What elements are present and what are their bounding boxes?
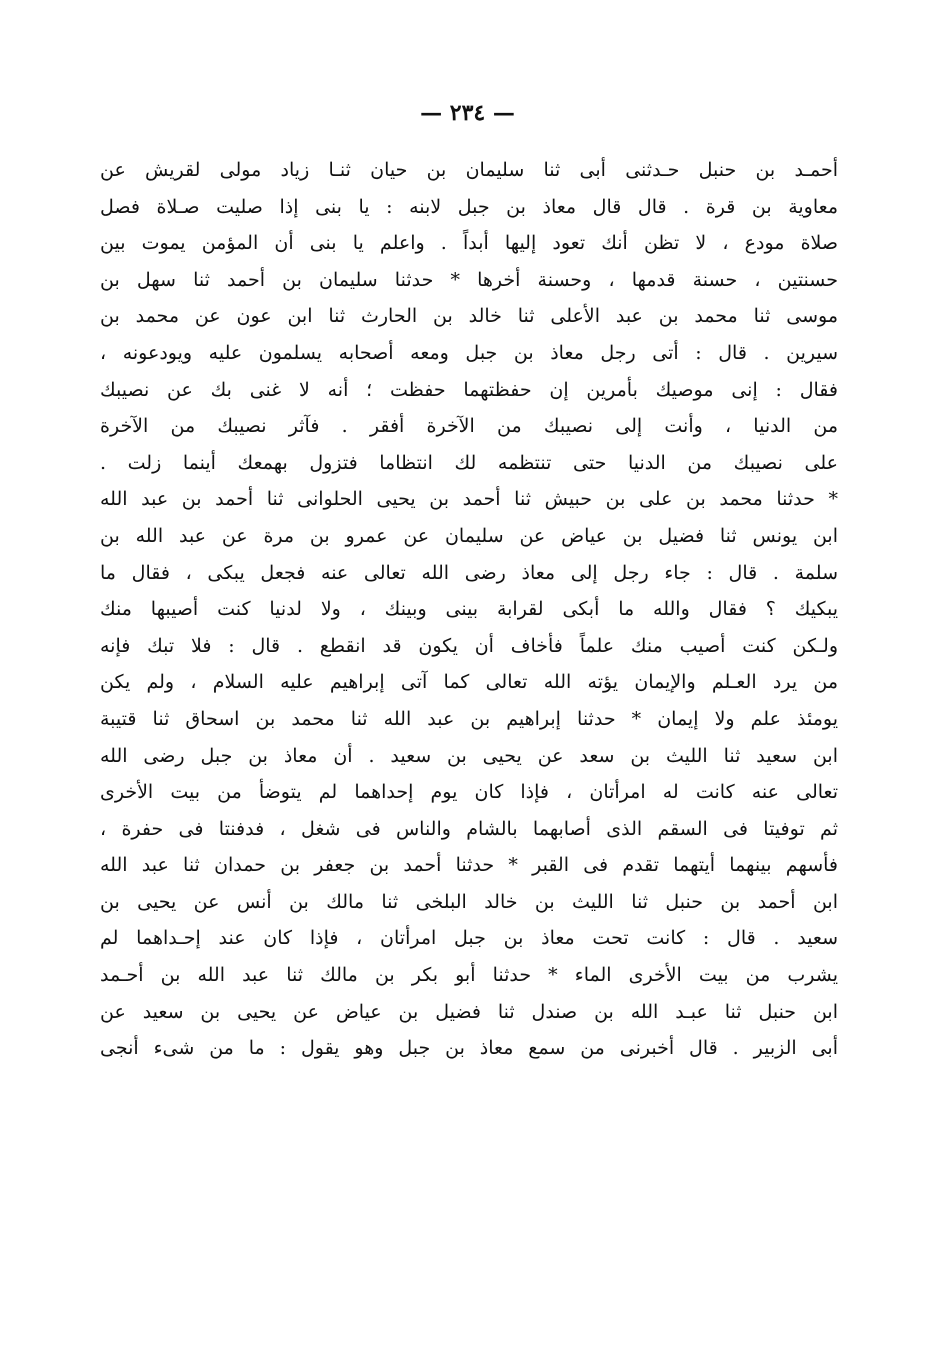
text-line: سعيد . قال : كانت تحت معاذ بن جبل امرأتان ، فإذا كان عند إحـداهما لم [100, 927, 838, 950]
text-line: ابن حنبل ثنا عبـد الله بن صندل ثنا فضيل بن عياض عن يحيى بن سعيد عن [100, 1000, 838, 1023]
text-line: فأسهم بينهما أيتهما تقدم فى القبر * حدثنا أحمد بن جعفر بن حمدان ثنا عبد الله [100, 854, 838, 877]
text-line: موسى ثنا محمد بن عبد الأعلى ثنا خالد بن الحارث ثنا ابن عون عن محمد بن [100, 305, 838, 328]
text-line: سلمة . قال : جاء رجل إلى معاذ رضى الله تعالى عنه فجعل يبكى ، فقال ما [100, 561, 838, 584]
text-line: أحمـد بن حنبل حـدثنى أبى ثنا سليمان بن حيان ثنـا زياد مولى لقريش عن [100, 159, 838, 181]
text-line: يشرب من بيت الأخرى الماء * حدثنا أبو بكر بن مالك ثنا عبد الله بن أحـمد [100, 964, 838, 987]
page-number: — ٢٣٤ — [420, 100, 515, 126]
text-line: ابن أحمد بن حنبل ثنا الليث بن خالد البلخى ثنا مالك بن أنس عن يحيى بن [100, 890, 838, 913]
arabic-text-block [100, 152, 838, 1067]
text-line: ولـكن كنت أصيب منك علماً فأخاف أن يكون قد انقطع . قال : فلا تبك فإنه [100, 634, 838, 657]
text-line: فقال : إنى موصيك بأمرين إن حفظتهما حفظت ؛ أنه لا غنى بك عن نصيبك [100, 378, 838, 401]
text-line: تعالى عنه كانت له امرأتان ، فإذا كان يوم إحداهما لم يتوضأ من بيت الأخرى [100, 781, 838, 804]
text-line: يبكيك ؟ فقال والله ما أبكى لقرابة بينى وبينك ، ولا لدنيا كنت أصيبها منك [100, 598, 838, 621]
text-line: ابن يونس ثنا فضيل بن عياض عن سليمان عن عمرو بن مرة عن عبد الله بن [100, 524, 838, 547]
text-line: معاوية بن قرة . قال قال معاذ بن جبل لابنه : يا بنى إذا صليت صـلاة فصل [100, 195, 838, 218]
text-line: سيرين . قال : أتى رجل معاذ بن جبل ومعه أصحابه يسلمون عليه ويودعونه ، [100, 341, 838, 364]
text-line: يومئذ علم ولا إيمان * حدثنا إبراهيم بن عبد الله ثنا محمد بن اسحاق ثنا قتيبة [100, 707, 838, 730]
text-line: ثم توفيتا فى السقم الذى أصابهما بالشام والناس فى شغل ، فدفنتا فى حفرة ، [100, 817, 838, 840]
text-line: أبى الزبير . قال أخبرنى من سمع معاذ بن جبل وهو يقول : ما من شىء أنجى [100, 1037, 838, 1060]
text-line: على نصيبك من الدنيا حتى تنتظمه لك انتظاما فتزول بهمعك أينما زلت . [100, 451, 838, 474]
text-line: صلاة مودع ، لا تظن أنك تعود إليها أبداً . واعلم يا بنى أن المؤمن يموت بين [100, 232, 838, 255]
text-line: ابن سعيد ثنا الليث بن سعد عن يحيى بن سعيد . أن معاذ بن جبل رضى الله [100, 744, 838, 767]
text-line: من يرد العـلم والإيمان يؤته الله تعالى كما آتى إبراهيم عليه السلام ، ولم يكن [100, 671, 838, 694]
text-line: حسنتين ، حسنة قدمها ، وحسنة أخرها * حدثنا سليمان بن أحمد ثنا سهل بن [100, 268, 838, 291]
text-line: من الدنيا ، وأنت إلى نصيبك من الآخرة أفقر . فآثر نصيبك من الآخرة [100, 415, 838, 438]
text-line: * حدثنا محمد بن على بن حبيش ثنا أحمد بن يحيى الحلوانى ثنا أحمد بن عبد الله [100, 488, 838, 511]
